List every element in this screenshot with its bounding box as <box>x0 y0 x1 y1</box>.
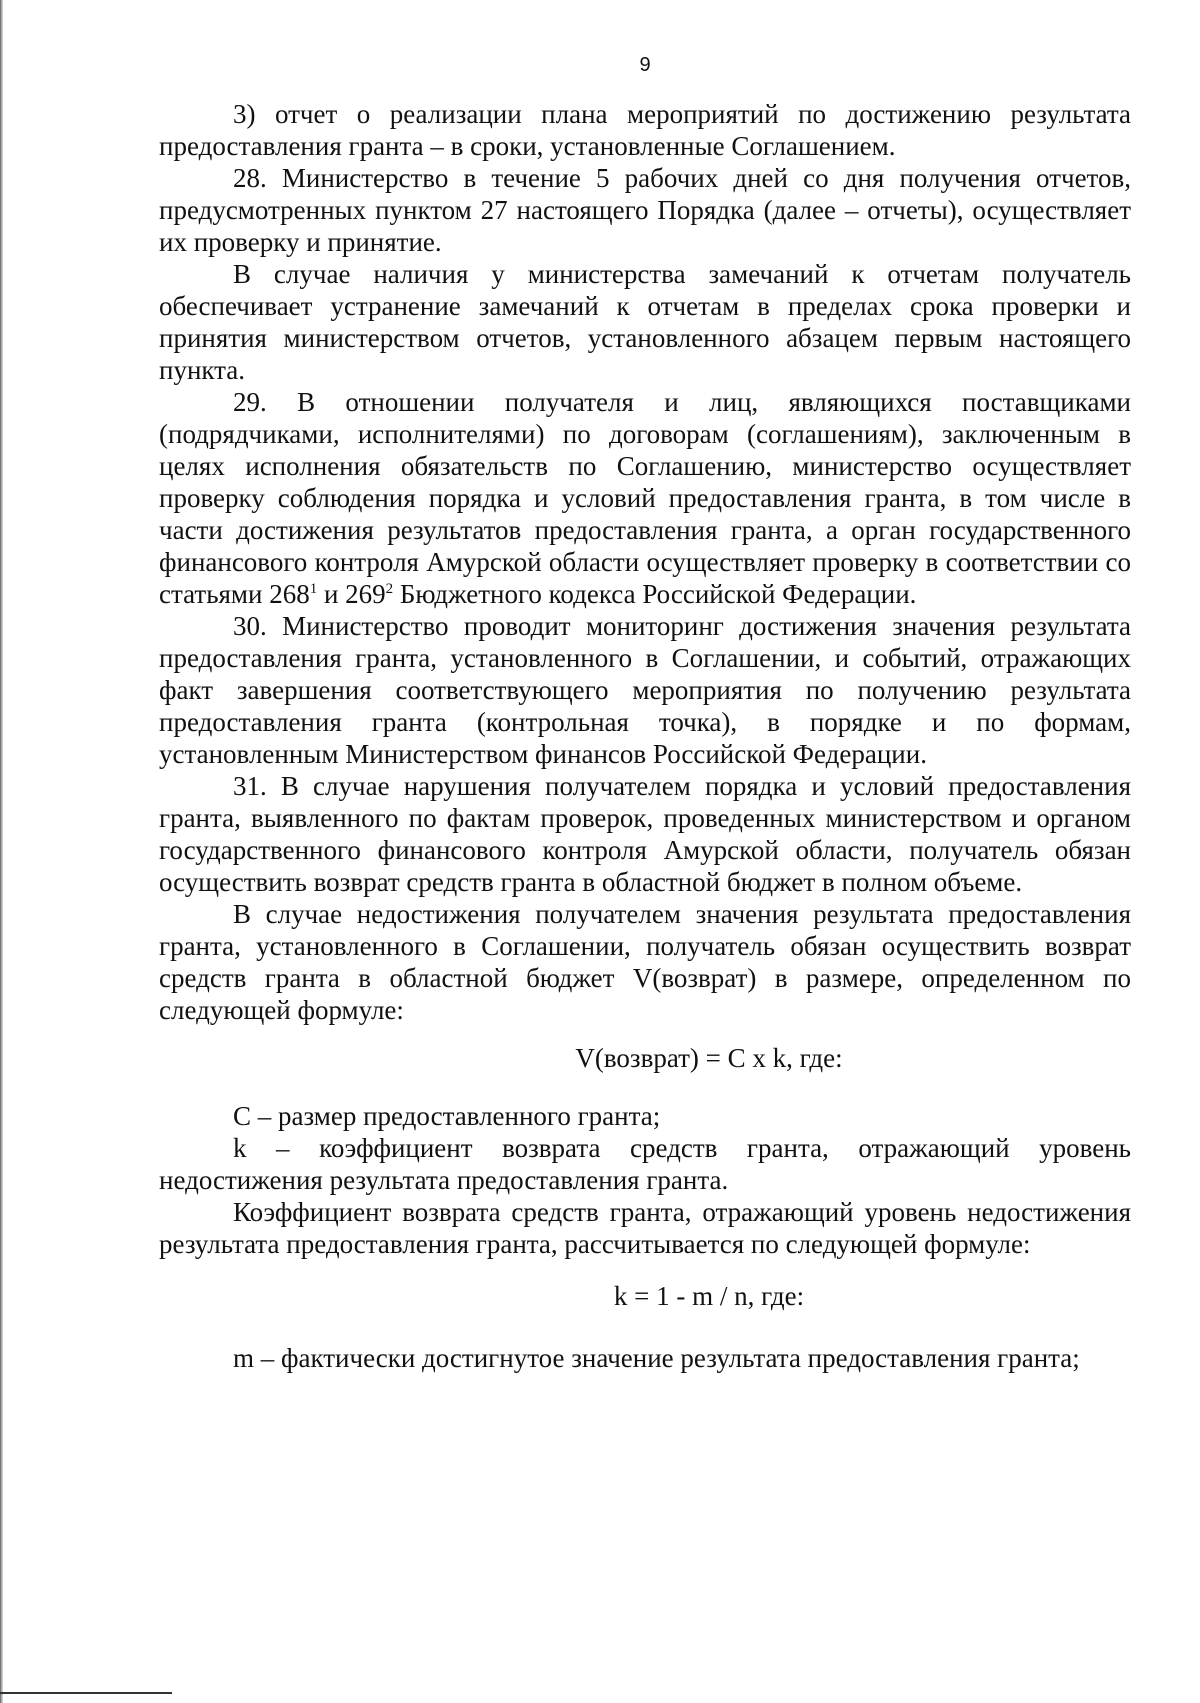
document-body <box>159 98 1131 1374</box>
footnote-rule <box>0 1692 172 1694</box>
paragraph-29-text: 29. В отношении получателя и лиц, являющихся поставщиками (подрядчиками, исполнителями) по договорам (соглашениям), заключенным в целях исполнения обязательств по Соглашению, министерство осуществляет проверку соблюдения порядка и условий предоставления гранта, в том числе в части достижения результатов предоставления гранта, а орган государственного финансового контроля Амурской области осуществляет проверку в соответствии со статьями 268 <box>159 387 1131 609</box>
paragraph-31-shortfall: В случае недостижения получателем значения результата предоставления гранта, установленного в Соглашении, получатель обязан осуществить возврат средств гранта в областной бюджет V(возврат) в размере, определенном по следующей формуле: <box>159 899 1131 1025</box>
superscript-1: 1 <box>309 581 318 597</box>
page-number: 9 <box>639 54 651 76</box>
scan-left-edge <box>0 0 3 1703</box>
paragraph-29-and: и 269 <box>317 579 386 609</box>
definition-c: C – размер предоставленного гранта; <box>233 1101 661 1131</box>
definition-m: m – фактически достигнутое значение результата предоставления гранта; <box>233 1343 1080 1373</box>
paragraph-item-3: 3) отчет о реализации плана мероприятий по достижению результата предоставления гранта – в сроки, установленные Соглашением. <box>159 99 1131 161</box>
definition-k: k – коэффициент возврата средств гранта, отражающий уровень недостижения результата предоставления гранта. <box>159 1133 1131 1195</box>
coefficient-paragraph: Коэффициент возврата средств гранта, отражающий уровень недостижения результата предоставления гранта, рассчитывается по следующей формуле: <box>159 1197 1131 1259</box>
paragraph-28: 28. Министерство в течение 5 рабочих дней со дня получения отчетов, предусмотренных пунктом 27 настоящего Порядка (далее – отчеты), осуществляет их проверку и принятие. <box>159 163 1131 257</box>
paragraph-29 <box>159 386 1131 610</box>
paragraph-29-end: Бюджетного кодекса Российской Федерации. <box>393 579 917 609</box>
paragraph-28-remarks: В случае наличия у министерства замечаний к отчетам получатель обеспечивает устранение замечаний к отчетам в пределах срока проверки и принятия министерством отчетов, установленного абзацем первым настоящего пункта. <box>159 259 1131 385</box>
formula-refund: V(возврат) = C x k, где: <box>575 1043 843 1073</box>
paragraph-30: 30. Министерство проводит мониторинг достижения значения результата предоставления гранта, установленного в Соглашении, и событий, отражающих факт завершения соответствующего мероприятия по получению результата предоставления гранта (контрольная точка), в порядке и по формам, установленным Министерством финансов Российской Федерации. <box>159 611 1131 769</box>
paragraph-31: 31. В случае нарушения получателем порядка и условий предоставления гранта, выявленного по фактам проверок, проведенных министерством и органом государственного финансового контроля Амурской области, получатель обязан осуществить возврат средств гранта в областной бюджет в полном объеме. <box>159 771 1131 897</box>
formula-coefficient: k = 1 - m / n, где: <box>613 1281 805 1311</box>
superscript-2: 2 <box>385 581 394 597</box>
